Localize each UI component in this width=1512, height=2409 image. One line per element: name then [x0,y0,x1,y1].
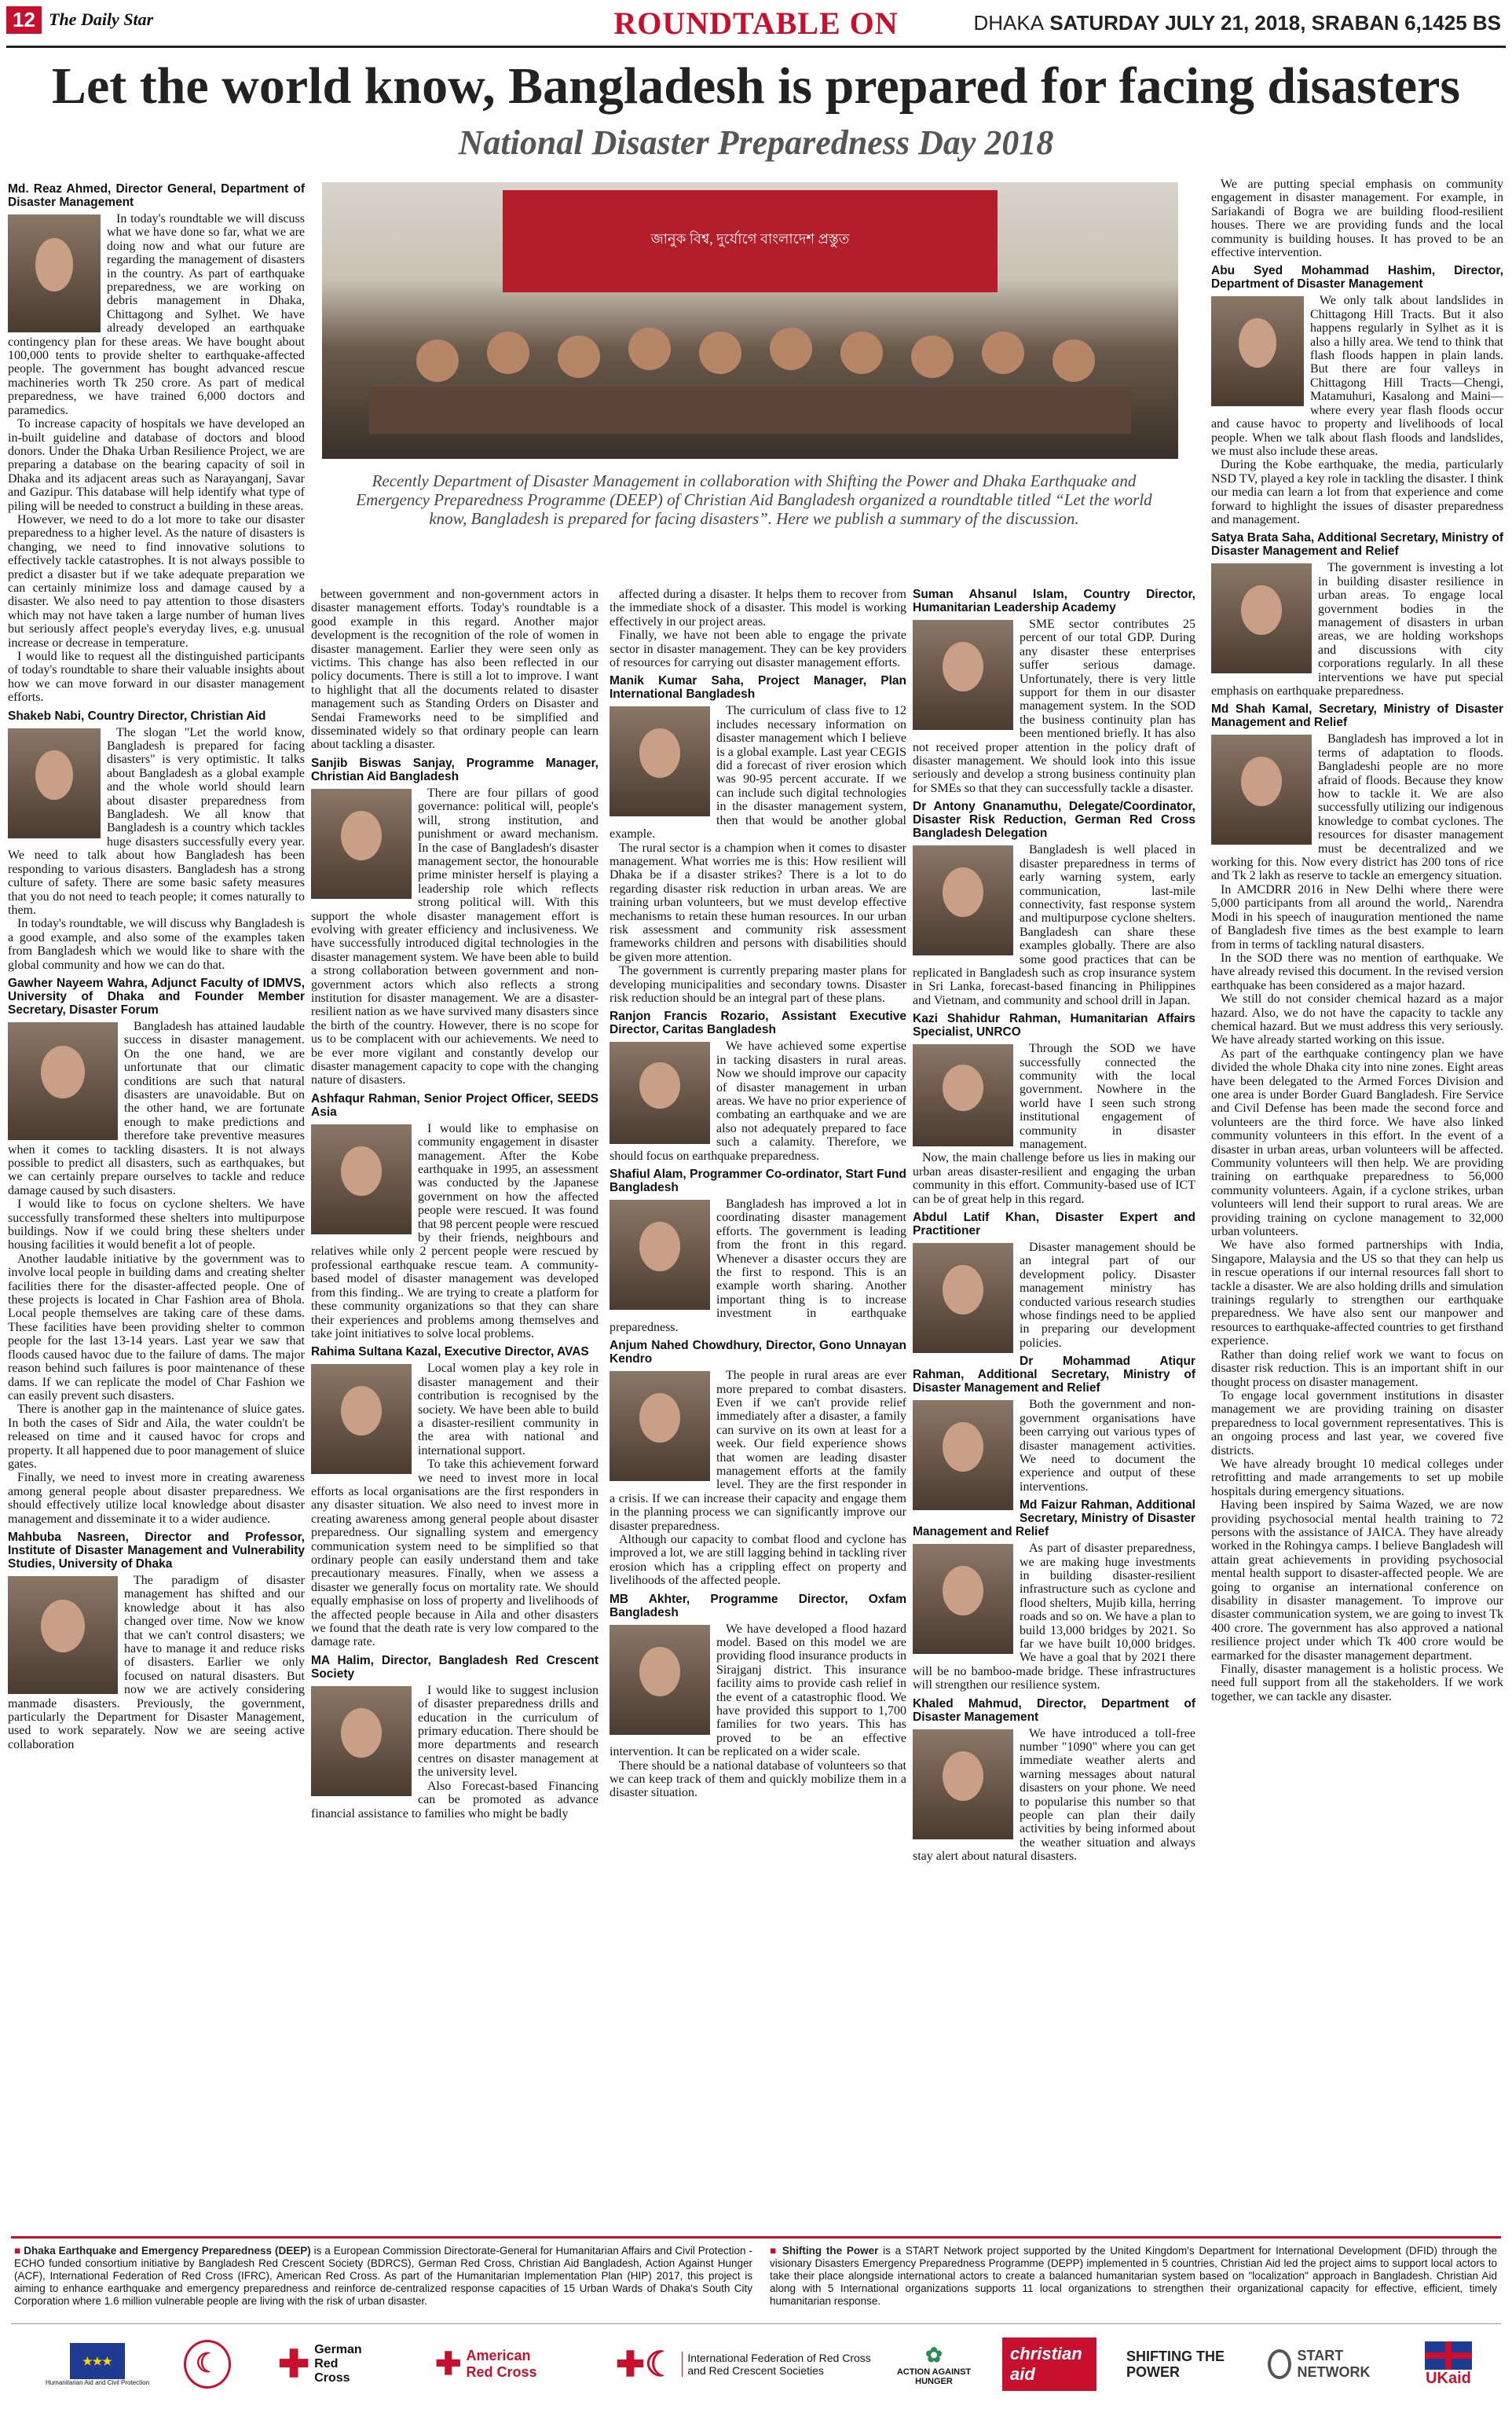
ukaid-logo [1409,2337,1488,2392]
column-4 [913,583,1195,1864]
speaker-portrait [8,1022,118,1140]
participant [1053,339,1095,382]
shifting-the-power-label: SHIFTING THE POWER [1126,2348,1225,2380]
deep-note-text: is a European Commission Directorate-General for Humanitarian Affairs and Civil Protection -ECHO funded consortium initiative by Bangladesh Red Crescent Society (BDRCS), German Red Cross, Christian Aid Bangladesh, Action Against Hunger (ACF), International Federation of Red Cross (IFRC), American Red Cross. As part of the Humanitarian Implementation Plan (HIP) 2017, this project is aiming to enhance earthquake and emergency preparedness and reinforce de-centralized response capacities of 15 Urban Wards of Dhaka's South City Corporation where 1.6 million vulnerable people are living with the risk of urban disaster. [14,2245,752,2307]
paragraph: affected during a disaster. It helps them to recover from the immediate shock of a disaster. This model is working effectively in our project areas. [610,588,906,629]
byline: Kazi Shahidur Rahman, Humanitarian Affairs Specialist, UNRCO [913,1012,1195,1040]
conference-table [369,387,1131,434]
christian-aid-logo [1002,2337,1096,2392]
speaker-portrait [913,1044,1013,1146]
paragraph: Bangladesh has improved a lot in terms of adaptation to floods. Bangladeshi people are no more afraid of floods. Because they know how to tackle it. We are also successfully utilizing our indigenous knowledge to combat cyclones. The resources for disaster management must be decentralized and we working for this. Now every district has 200 tons of rice and Tk 2 lakh as reserve to tackle an emergency situation. [1211,732,1503,883]
column-1 [8,178,305,1751]
red-cross-icon: ✚ [435,2347,462,2382]
paragraph: Also Forecast-based Financing can be promoted as advance financial assistance to families who might be badly [311,1779,599,1820]
echo-label: Humanitarian Aid and Civil Protection [45,2378,150,2386]
byline: Abdul Latif Khan, Disaster Expert and Practitioner [913,1211,1195,1238]
dateline-city: DHAKA [973,11,1045,35]
speaker-portrait [913,1729,1013,1839]
shifting-power-note [770,2245,1497,2308]
participant [558,336,600,378]
byline: MA Halim, Director, Bangladesh Red Crescent Society [311,1653,599,1681]
paragraph: The curriculum of class five to 12 includes necessary information on disaster management which I believe is a global example. Last year CEGIS did a forecast of river erosion which was 90-95 percent accurate. If we can include such digital technologies in the disaster management system, then that would be another global example. [610,704,906,842]
paragraph: Finally, we have not been able to engage the private sector in disaster management. They can be key providers of resources for carrying out disaster management efforts. [610,629,906,670]
start-network-logo [1268,2337,1386,2392]
byline: Md Shah Kamal, Secretary, Ministry of Disaster Management and Relief [1211,702,1503,730]
byline: Shafiul Alam, Programmer Co-ordinator, Start Fund Bangladesh [610,1168,906,1195]
paragraph: Finally, disaster management is a holistic process. We need full support from all the stakeholders. If we work together, we can tackle any disaster. [1211,1663,1503,1703]
byline: Dr Antony Gnanamuthu, Delegate/Coordinator, Disaster Risk Reduction, German Red Cross Bangladesh Delegation [913,800,1195,841]
paragraph: Disaster management should be an integral part of our development policy. Disaster management ministry has conducted various research studies whose findings need to be applied in preparing our development policies. [1020,1241,1195,1350]
paragraph: Although our capacity to combat flood and cyclone has improved a lot, we are still lagging behind in tackling river erosion which has a crippling effect on property and livelihoods of the affected people. [610,1532,906,1588]
speaker-portrait [311,1124,412,1234]
participant [911,336,954,378]
paragraph: Now, the main challenge before us lies in making our urban areas disaster-resilient and engaging the urban community in this effort. Community-based use of ICT can be of great help in this regard. [913,1151,1195,1206]
column-5 [1211,178,1503,1703]
section-title: ROUNDTABLE ON [613,6,899,41]
byline: Mahbuba Nasreen, Director and Professor, Institute of Disaster Management and Vulnerability Studies, University of Dhaka [8,1530,305,1571]
paragraph: Bangladesh has attained laudable success in disaster management. On the one hand, we are unfortunate that our climatic conditions are such that natural disasters are unavoidable. But on the other hand, we are fortunate enough to make predictions and therefore take preventive measures when it comes to tackling disasters. It is not always possible to predict all disasters, such as earthquakes, but we can certainly prepare ourselves to tackle and reduce damage caused by such disasters. [8,1019,305,1197]
dateline [974,11,1502,35]
participant [982,332,1024,374]
paragraph: Bangladesh has improved a lot in coordinating disaster management efforts. The government is leading from the front in this regard. Whenever a disaster occurs they are the first to respond. This is an example worth sharing. Another important thing is to increase investment in earthquake preparedness. [610,1197,906,1334]
event-banner [503,190,998,292]
american-red-cross-logo [435,2337,592,2392]
sponsor-logos [11,2326,1501,2401]
byline: Ranjon Francis Rozario, Assistant Executive Director, Caritas Bangladesh [610,1010,906,1037]
masthead [0,0,1512,47]
german-red-cross-label: German Red Cross [314,2343,362,2385]
paragraph: The rural sector is a champion when it comes to disaster management. What worries me is this: How resilient will Dhaka be if a disaster strikes? There is a lot to do regarding disaster risk reduction in urban areas. We are training urban volunteers, but we must develop effective mechanisms to retain these human resources. In our urban risk assessment and community risk assessment frameworks children and persons with disabilities should be given more attention. [610,841,906,964]
ifrc-label: International Federation of Red Cross and Red Crescent Societies [682,2352,875,2377]
shifting-power-note-lead: Shifting the Power [782,2245,879,2257]
speaker-portrait [913,1400,1013,1510]
byline: Rahima Sultana Kazal, Executive Director, AVAS [311,1345,589,1359]
participant [840,332,883,374]
speaker-portrait [8,1576,118,1694]
byline: Anjum Nahed Chowdhury, Director, Gono Unnayan Kendro [610,1339,906,1366]
action-against-hunger-logo [883,2337,985,2392]
paragraph: between government and non-government actors in disaster management efforts. Today's roundtable is a good example in this regard. Another major development is the recognition of the role of women in disaster management. Earlier they were seen only as victims. This change has also been reflected in our policy documents. There is still a lot to improve. I want to highlight that all the documents related to disaster management such as Standing Orders on Disaster and Sendai Frameworks need to be simplified and disseminated widely so that ordinary people can learn about tackling a disaster. [311,588,599,752]
paragraph: The government is investing a lot in building disaster resilience in urban areas. To engage local government bodies in the management of disasters in urban areas, we are holding workshops and discussions with city corporations regularly. In all these interventions we have put special emphasis on earthquake preparedness. [1211,561,1503,698]
paragraph: We have also formed partnerships with India, Singapore, Malaysia and the US so that they can help us in rescue operations if our internal resources fall short to tackle a disaster. We are also holding drills and simulation trainings regularly to strengthen our earthquake preparedness. We have also sent our manpower and resources to earthquake-affected countries to get firsthand experience. [1211,1238,1503,1348]
paragraph: Local women play a key role in disaster management and their contribution is recognised by the society. We have been able to build a disaster-resilient community in the area with national and international support. [418,1362,599,1458]
eu-flag-icon: ★★★ [70,2343,125,2379]
page-number: 12 [6,6,42,34]
byline: Md. Reaz Ahmed, Director General, Department of Disaster Management [8,182,305,209]
speaker-portrait [913,845,1013,955]
paragraph: Finally, we need to invest more in creating awareness among general people about disaster preparedness. We should effectively utilize local knowledge about disaster management and disseminate it to a wider audience. [8,1471,305,1526]
byline: Khaled Mahmud, Director, Department of Disaster Management [913,1696,1195,1724]
paragraph: I would like to request all the distinguished participants of today's roundtable to share their valuable insights about how we can move forward in our disaster management efforts. [8,650,305,705]
paragraph: We have introduced a toll-free number "1090" where you can get immediate weather alerts and warning messages about natural disasters on your phone. We need to popularise this number so that people can plan their daily activities by being informed about the weather situation and always stay alert about natural disasters. [913,1726,1195,1864]
hands-icon: ✿ [925,2342,943,2367]
footer-notes [11,2236,1501,2324]
participant [770,328,812,370]
paragraph: In today's roundtable we will discuss what we have done so far, what we are doing now and what our future are regarding the management of disasters in the country. As part of earthquake preparedness, we are working on debris management in Dhaka, Chittagong and Sylhet. We have already developed an earthquake contingency plan for these areas. We have bought about 100,000 tents to provide shelter to earthquake-affected people. The government has bought advanced rescue machineries worth Tk 250 crore. As part of medical preparedness, we have trained 6,000 doctors and paramedics. [8,212,305,417]
ifrc-logo [616,2337,875,2392]
echo-logo [42,2337,152,2392]
paragraph: Another laudable initiative by the government was to involve local people in building dams and creating shelter facilities there for the disaster-affected people. One of these projects is located in Char Fashion area of Bhola. Local people themselves are taking care of these dams. These facilities have been providing shelter to common people for the last 13-14 years. Last year we saw that floods caused havoc due to the failure of dams. The major reason behind such failures is poor maintenance of these dams. If we can replicate the model of Char Fashion we can easily prevent such disasters. [8,1252,305,1402]
speaker-portrait [610,1625,710,1735]
paragraph: The people in rural areas are ever more prepared to combat disasters. Even if we can't provide relief immediately after a disaster, a family can survive on its own at least for a week. Our field experience shows that women are leading disaster management efforts at the family level. They are the first responder in a crisis. If we can increase their capacity and engage them in the planning process we can significantly improve our disaster preparedness. [610,1369,906,1533]
paragraph: To take this achievement forward we need to invest more in local efforts as local organisations are the first responders in any disaster situation. We also need to invest more in creating awareness among general people about disaster preparedness. Our signalling system and emergency communication system need to be simplified so that ordinary people can easily understand them and take precautionary measures. Finally, when we assess a disaster we generally focus on mortality rate. We should equally emphasise on loss of property and livelihoods of the affected people because in Aila and other disasters we found that the death rate is very low compared to the damage rate. [311,1458,599,1649]
speaker-portrait [1211,735,1312,845]
byline: Manik Kumar Saha, Project Manager, Plan International Bangladesh [610,674,906,702]
photo-caption: Recently Department of Disaster Management in collaboration with Shifting the Power and Dhaka Earthquake and Emergency Preparedness Programme (DEEP) of Christian Aid Bangladesh organized a roundtable titled “Let the world know, Bangladesh is prepared for facing disasters”. Here we publish a summary of the discussion. [356,471,1152,528]
paragraph: In AMCDRR 2016 in New Delhi where there were 5,000 participants from all around the world,. Narendra Modi in his speech of inauguration mentioned the name of Bangladesh five times as the best example to learn from in terms of tackling natural disasters. [1211,882,1503,952]
column-3 [610,588,906,1800]
paragraph: We still do not consider chemical hazard as a major hazard. Also, we do not have the capacity to tackle any chemical hazard. But we must address this very seriously. We have already started working on this issue. [1211,992,1503,1047]
byline: Sanjib Biswas Sanjay, Programme Manager, Christian Aid Bangladesh [311,756,599,783]
speaker-portrait [913,1544,1013,1654]
roundtable-photo [322,182,1178,459]
paragraph: Bangladesh is well placed in disaster preparedness in terms of early warning system, early communication, last-mile connectivity, fast response system and multipurpose cyclone shelters. Bangladesh can share these examples globally. There are also some good practices that can be replicated in Bangladesh such as crop insurance system in Sri Lanka, forecast-based financing in Philippines and Vietnam, and community and school drill in Japan. [913,843,1195,1007]
paragraph: However, we need to do a lot more to take our disaster preparedness to a higher level. As the nature of disasters is changing, we need to find innovative solutions to effectively tackle catastrophes. It is not always possible to predict a disaster but if we take adequate preparation we can certainly minimize loss and damage caused by a disaster. We also need to pay attention to those disasters which may not have taken a large number of human lives but seriously affect people's everyday lives, e.g. unusual increase or decrease in temperature. [8,512,305,650]
paragraph: The government is currently preparing master plans for developing municipalities and secondary towns. Disaster risk reduction should be an integral part of these plans. [610,964,906,1005]
paragraph: We have already brought 10 medical colleges under retrofitting and made arrangements to set up mobile hospitals during emergency situations. [1211,1457,1503,1498]
union-jack-icon [1425,2341,1472,2370]
speaker-portrait [610,1371,710,1481]
speaker-portrait [610,1200,710,1310]
paragraph: We are putting special emphasis on community engagement in disaster management. For example, in Sariakandi of Bogra we are building flood-resilient houses. There we are providing funds and the local community is building houses. It has proved to be an effective intervention. [1211,178,1503,260]
speaker-portrait [913,620,1013,730]
column-2 [311,588,599,1820]
paragraph: The slogan "Let the world know, Bangladesh is prepared for facing disasters" is very optimistic. It talks about Bangladesh as a global example and the whole world should learn about disaster preparedness from Bangladesh. We all know that Bangladesh is a country which tackles huge disasters successfully every year. We need to talk about how Bangladesh has been responding to various disasters. Bangladesh has a strong culture of safety. There are some basic safety measures that you do not need to teach people; it comes naturally to them. [8,725,305,917]
paragraph: Through the SOD we have successfully connected the community with the local government. Nowhere in the world have I seen such strong institutional engagement of community in disaster management. [1020,1042,1195,1151]
paragraph: SME sector contributes 25 percent of our total GDP. During any disaster these enterprises suffer serious damage. Unfortunately, there is very little support for them in our disaster management system. In the SOD the business continuity plan has been mentioned briefly. It has also not received proper attention in the policy draft of disaster management. We should look into this issue seriously and develop a strong business continuity plan for SMEs so that they can successfully tackle a disaster. [913,618,1195,795]
red-crescent-logo [184,2337,231,2392]
speaker-portrait [913,1243,1013,1353]
speaker-portrait [8,214,101,332]
paragraph: Rather than doing relief work we want to focus on disaster risk reduction. This is an important shift in our thought process on disaster management. [1211,1348,1503,1389]
byline: Suman Ahsanul Islam, Country Director, Humanitarian Leadership Academy [913,588,1195,614]
paragraph: To increase capacity of hospitals we have developed an in-built guideline and database of doctors and blood donors. Under the Dhaka Urban Resilience Project, we are preparing a database on the bearing capacity of soil in Dhaka and its adjacent areas such as Narayanganj, Savar and Gazipur. This database will help identify what type of piling will be needed to construct a building in these areas. [8,417,305,513]
paragraph: We only talk about landslides in Chittagong Hill Tracts. But it also happens regularly in Sylhet as it is also a hilly area. We tend to think that flash floods happen in plain lands. But there are four valleys in Chittagong Hill Tracts—Chengi, Matamuhuri, Kasalong and Maini—where every year flash floods occur and cause havoc to property and livelihoods of local people. When we talk about flash floods and landslides, we must also include these areas. [1211,294,1503,458]
speaker-portrait [311,789,412,899]
paragraph: In the SOD there was no mention of earthquake. We have already revised this document. In the revised version earthquake has been considered as a major hazard. [1211,951,1503,992]
speaker-portrait [1211,296,1304,406]
paragraph: The paradigm of disaster management has shifted and our knowledge about it has also changed over time. Now we know that we can't control disasters; we have to manage it and reduce risks of disasters. Earlier we only focused on natural disasters. But now we are actively considering manmade disasters. Previously, the government, particularly the Department for Disaster Management, used to work separately. Now we are seeing active collaboration [8,1573,305,1751]
speaker-portrait [311,1364,412,1474]
paragraph: There are four pillars of good governance: political will, people's will, strong institution, and punishment or award mechanism. In the case of Bangladesh's disaster management sector, the honourable prime minister herself is playing a leadership role which reflects strong political will. With this support the whole disaster management effort is evolving with greater efficiency and inclusiveness. We have successfully introduced digital technologies in the disaster management system. We have been able to build a strong collaboration between government and non-government actors which also reflects a strong institution for disaster management. We are a disaster-resilient nation as we have survived many disasters since the birth of the country. However, there is no scope for us to be complacent with our achievements. We need to be ever more vigilant and constantly develop our disaster management capacity to cope with the changing nature of disasters. [311,786,599,1087]
deep-note-lead: Dhaka Earthquake and Emergency Preparedness (DEEP) [24,2245,311,2257]
bullet-icon: ■ [14,2245,21,2257]
american-red-cross-label: American Red Cross [466,2348,537,2380]
speaker-portrait [311,1686,412,1796]
crescent-icon: ☾ [184,2340,231,2389]
paragraph: To engage local government institutions in disaster management we are providing training on disaster preparedness to local government representatives. This is an ongoing process and last year, we covered five districts. [1211,1388,1503,1458]
participant [487,332,529,374]
byline: Shakeb Nabi, Country Director, Christian Aid [8,709,266,723]
masthead-rule [6,46,1506,48]
paragraph: Both the government and non-government organisations have been carrying out various types of disaster management activities. We need to document the experience and output of these interventions. [1020,1398,1195,1494]
paragraph: As part of the earthquake contingency plan we have divided the whole Dhaka city into nine zones. Eight areas have been delegated to the Armed Forces Division and one area is under Border Guard Bangladesh. Fire Service and Civil Defense has been made the second force and volunteers are the third force. We have also linked community volunteers in this effort. In the event of a disaster in urban areas, urban volunteers will be affected. Community volunteers will then help. We are providing training on earthquake preparedness to 56,000 community volunteers. Again, if a cyclone strikes, urban volunteers will lend their support to rural areas. We are providing training on cyclone management to 32,000 urban volunteers. [1211,1047,1503,1239]
deep-note [14,2245,752,2308]
red-cross-crescent-icon: ✚☾ [616,2345,676,2384]
event-banner-text: জানুক বিশ্ব, দুর্যোগে বাংলাদেশ প্রস্তুত [650,231,850,247]
christian-aid-label: christian aid [1002,2338,1096,2391]
byline: Ashfaqur Rahman, Senior Project Officer, SEEDS Asia [311,1091,599,1119]
paragraph: As part of disaster preparedness, we are making huge investments in building disaster-resilient infrastructure such as cyclone and flood shelters, Mujib killa, herring roads and so on. We have a plan to build 13,000 bridges by 2021. So far we have built 10,000 bridges. We have a goal that by 2021 there will be no bamboo-made bridge. These infrastructures will strengthen our resilience system. [913,1542,1195,1692]
paragraph: We have developed a flood hazard model. Based on this model we are providing flood insurance products in Sirajganj district. This insurance facility aims to provide cash relief in the event of a catastrophic flood. We have provided this support to 1,700 families for two years. This has proved to be an effective intervention. It can be replicated on a wider scale. [610,1622,906,1759]
headline: Let the world know, Bangladesh is prepared for facing disasters [51,57,1461,115]
byline: MB Akhter, Programme Director, Oxfam Bangladesh [610,1592,906,1619]
german-red-cross-logo [278,2337,412,2392]
paragraph: I would like to focus on cyclone shelters. We have successfully transformed these shelters into multipurpose buildings. Now if we could bring these shelters under housing facilities it would benefit a lot of people. [8,1197,305,1252]
participant [416,339,459,382]
shifting-power-note-text: is a START Network project supported by the United Kingdom's Department for International Development (DFID) through the visionary Disasters Emergency Preparedness Programme (DEPP) implemented in 5 countries, Christian Aid led the project aims to support local actors to take their place alongside international actors to create a balanced humanitarian system based on "localization" approach in Bangladesh. Christian Aid along with 5 International organizations supports 11 local organizations to strengthen their organizational capacity for effective, efficient, timely humanitarian response. [770,2245,1497,2307]
participant [699,332,741,374]
paragraph: Having been inspired by Saima Wazed, we are now providing psychosocial mental health training to 72 persons with the assistance of JAICA. They have already worked in the Rohingya camps. I believe Bangladesh will attain great achievements in providing psychosocial mental health support to disaster-affected people. We are going to organise an international conference on disability in disaster management. To improve our disaster communication system, we are going to invest Tk 400 crore. The government has also approved a national resilience project under which Tk 400 crore would be earmarked for the disaster management department. [1211,1498,1503,1663]
red-cross-icon: ✚ [278,2344,310,2385]
speaker-portrait [610,706,710,816]
byline: Dr Mohammad Atiqur Rahman, Additional Secretary, Ministry of Disaster Management and Relief [913,1355,1195,1395]
ukaid-label: UKaid [1426,2369,1471,2387]
byline: Md Faizur Rahman, Additional Secretary, Ministry of Disaster Management and Relief [913,1498,1195,1539]
paragraph: I would like to suggest inclusion of disaster preparedness drills and education in the curriculum of primary education. There should be more departments and research centres on disaster management at the university level. [418,1683,599,1780]
dateline-date: SATURDAY JULY 21, 2018, SRABAN 6,1425 BS [1049,11,1501,35]
paragraph: During the Kobe earthquake, the media, particularly NSD TV, played a key role in tackling the disaster. I think our media can learn a lot from that experience and come forward to highlight the issues of disaster preparedness and management. [1211,458,1503,526]
speaker-portrait [1211,563,1312,673]
byline: Abu Syed Mohammad Hashim, Director, Department of Disaster Management [1211,264,1503,292]
participant [628,328,671,370]
byline: Satya Brata Saha, Additional Secretary, Ministry of Disaster Management and Relief [1211,531,1503,559]
paragraph: I would like to emphasise on community engagement in disaster management. After the Kobe earthquake in 1995, an assessment was conducted by the Japanese government on how the affected people were rescued. It was found that 98 percent people were rescued by their friends, neighbours and relatives while only 2 percent people were rescued by professional earthquake rescue team. A community-based model of disaster management was developed from this finding.. We are trying to create a platform for these community organizations so that they can share their experiences and problems among themselves and take joint initiatives to solve local problems. [311,1121,599,1340]
bullet-icon: ■ [770,2245,778,2257]
start-network-label: START NETWORK [1297,2348,1371,2380]
subhead: National Disaster Preparedness Day 2018 [458,123,1054,162]
paragraph: There is another gap in the maintenance of sluice gates. In both the cases of Sidr and Aila, the water couldn't be released on time and it caused havoc for crops and property. It all happened due to poor management of sluice gates. [8,1402,305,1471]
paragraph: There should be a national database of volunteers so that we can keep track of them and quickly mobilize them in a disaster situation. [610,1758,906,1800]
byline: Gawher Nayeem Wahra, Adjunct Faculty of IDMVS, University of Dhaka and Founder Member Secretary, Disaster Forum [8,976,305,1017]
speaker-portrait [8,728,101,838]
action-against-hunger-label: ACTION AGAINST HUNGER [896,2367,972,2386]
paragraph: We have achieved some expertise in tacking disasters in rural areas. Now we should improve our capacity of disaster management in urban areas. We have no prior experience of combating an earthquake and we are also not adequately prepared to face such a calamity. Therefore, we should focus on earthquake preparedness. [610,1040,906,1163]
start-circle-icon [1268,2349,1291,2379]
shifting-the-power-logo [1126,2337,1244,2392]
paper-name: The Daily Star [49,9,154,29]
speaker-portrait [610,1042,710,1144]
paragraph: In today's roundtable, we will discuss why Bangladesh is a good example, and also some of the examples taken from Bangladesh which we would like to share with the global community and how we can do that. [8,917,305,972]
